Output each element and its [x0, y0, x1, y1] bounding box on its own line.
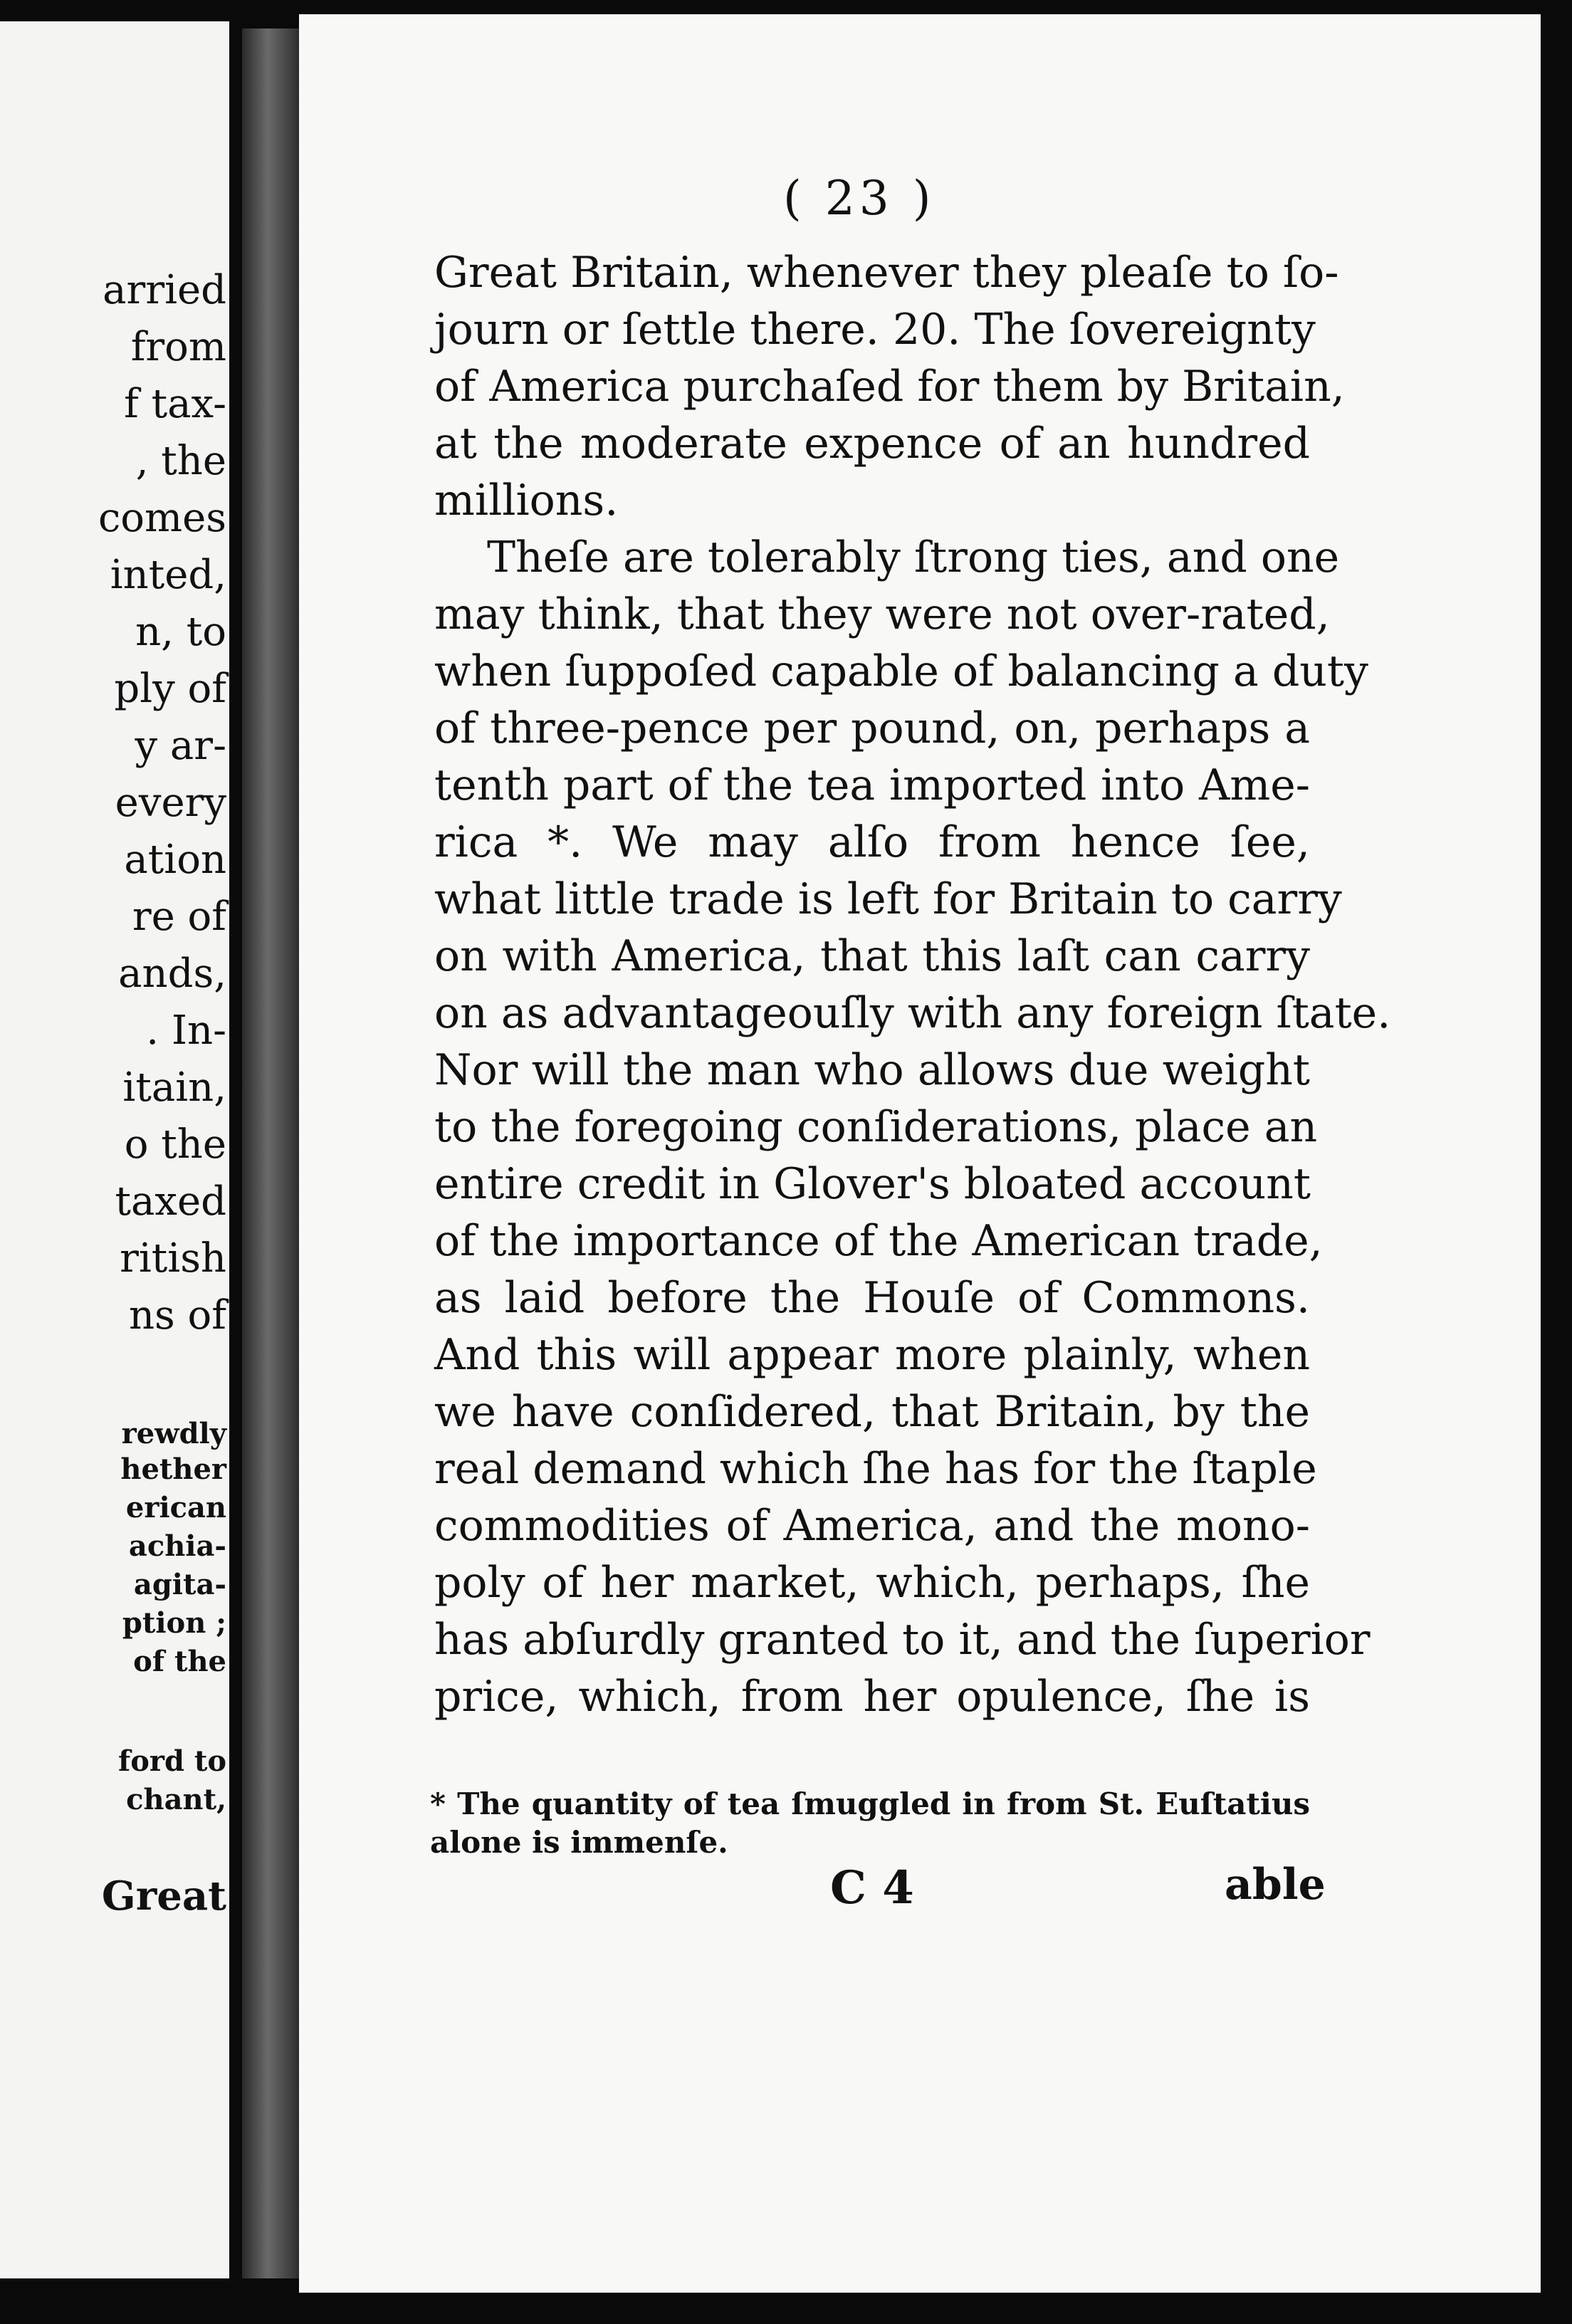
paragraph-2-line: when ſuppoſed capable of balancing a duty	[434, 647, 1368, 696]
paragraph-1-line: millions.	[434, 476, 619, 525]
left-page-note-line: erican	[125, 1491, 226, 1524]
paragraph-2-line: to the foregoing conſiderations, place an	[434, 1102, 1318, 1152]
left-page-line: every	[115, 780, 226, 826]
left-page-note-line: ford to	[117, 1744, 226, 1778]
main-page	[299, 14, 1541, 2293]
left-page-note-line: achia-	[128, 1529, 226, 1563]
left-page-foot: Great	[101, 1873, 226, 1920]
left-page-line: ns of	[128, 1292, 226, 1339]
left-page-line: inted,	[110, 552, 226, 598]
paragraph-2-line: price, which, from her opulence, ſhe is	[434, 1672, 1310, 1722]
book-gutter	[242, 28, 306, 2278]
left-page-line: n, to	[135, 609, 226, 655]
left-page-line: taxed	[115, 1178, 226, 1225]
left-page-line: y ar-	[135, 723, 226, 769]
left-page-line: from	[130, 324, 226, 370]
left-page-line: ation	[124, 837, 226, 883]
left-page	[0, 21, 229, 2278]
left-page-line: . In-	[146, 1007, 226, 1054]
paragraph-2-line: we have conſidered, that Britain, by the	[434, 1387, 1310, 1437]
left-page-note-line: chant,	[126, 1783, 226, 1816]
left-page-note-line: of the	[133, 1645, 226, 1678]
left-page-line: re of	[132, 894, 226, 940]
left-page-line: comes	[98, 495, 226, 541]
paragraph-2-line: Theſe are tolerably ſtrong ties, and one	[487, 533, 1340, 582]
left-page-line: ritish	[120, 1235, 226, 1282]
paragraph-2-line: has abſurdly granted to it, and the ſuperior	[434, 1615, 1371, 1665]
paragraph-1-line: Great Britain, whenever they pleaſe to ſo-	[434, 248, 1339, 298]
paragraph-2-line: as laid before the Houſe of Commons.	[434, 1273, 1310, 1323]
left-page-line: f tax-	[124, 381, 226, 427]
footnote-line: alone is immenſe.	[430, 1825, 728, 1860]
catchword: able	[1225, 1860, 1326, 1910]
left-page-line: arried	[103, 267, 226, 313]
left-page-line: , the	[135, 438, 226, 484]
left-page-note-line: agita-	[133, 1568, 226, 1601]
left-page-note-line: rewdly	[121, 1417, 226, 1450]
left-page-line: itain,	[122, 1064, 226, 1111]
paragraph-2-line: real demand which ſhe has for the ſtaple	[434, 1444, 1317, 1494]
paragraph-2-line: tenth part of the tea imported into Ame-	[434, 760, 1310, 810]
left-page-line: o the	[124, 1121, 226, 1168]
signature-mark: C 4	[830, 1861, 914, 1915]
paragraph-2-line: what little trade is left for Britain to carry	[434, 874, 1342, 924]
paragraph-2-line: And this will appear more plainly, when	[434, 1330, 1310, 1380]
left-page-note-line: hether	[120, 1452, 226, 1486]
paragraph-2-line: rica *. We may alſo from hence ſee,	[434, 817, 1310, 867]
left-page-note-line: ption ;	[122, 1606, 226, 1640]
paragraph-2-line: entire credit in Glover's bloated account	[434, 1159, 1311, 1209]
paragraph-2-line: of the importance of the American trade,	[434, 1216, 1323, 1266]
paragraph-2-line: of three-pence per pound, on, perhaps a	[434, 703, 1310, 753]
footnote-line: * The quantity of tea ſmuggled in from St. Euſtatius	[430, 1786, 1310, 1821]
left-page-line: ply of	[114, 666, 226, 712]
paragraph-2-line: on with America, that this laſt can carry	[434, 931, 1310, 981]
paragraph-2-line: may think, that they were not over-rated,	[434, 590, 1330, 639]
paragraph-1-line: of America purchaſed for them by Britain,	[434, 362, 1345, 412]
paragraph-2-line: commodities of America, and the mono-	[434, 1501, 1310, 1551]
paragraph-2-line: Nor will the man who allows due weight	[434, 1045, 1310, 1095]
paragraph-2-line: poly of her market, which, perhaps, ſhe	[434, 1558, 1310, 1608]
left-page-line: ands,	[118, 951, 226, 997]
paragraph-1-line: journ or ſettle there. 20. The ſovereignty	[434, 305, 1316, 355]
paragraph-2-line: on as advantageouſly with any foreign ſtate.	[434, 988, 1391, 1038]
page-number: ( 23 )	[783, 171, 936, 226]
paragraph-1-line: at the moderate expence of an hundred	[434, 419, 1310, 469]
